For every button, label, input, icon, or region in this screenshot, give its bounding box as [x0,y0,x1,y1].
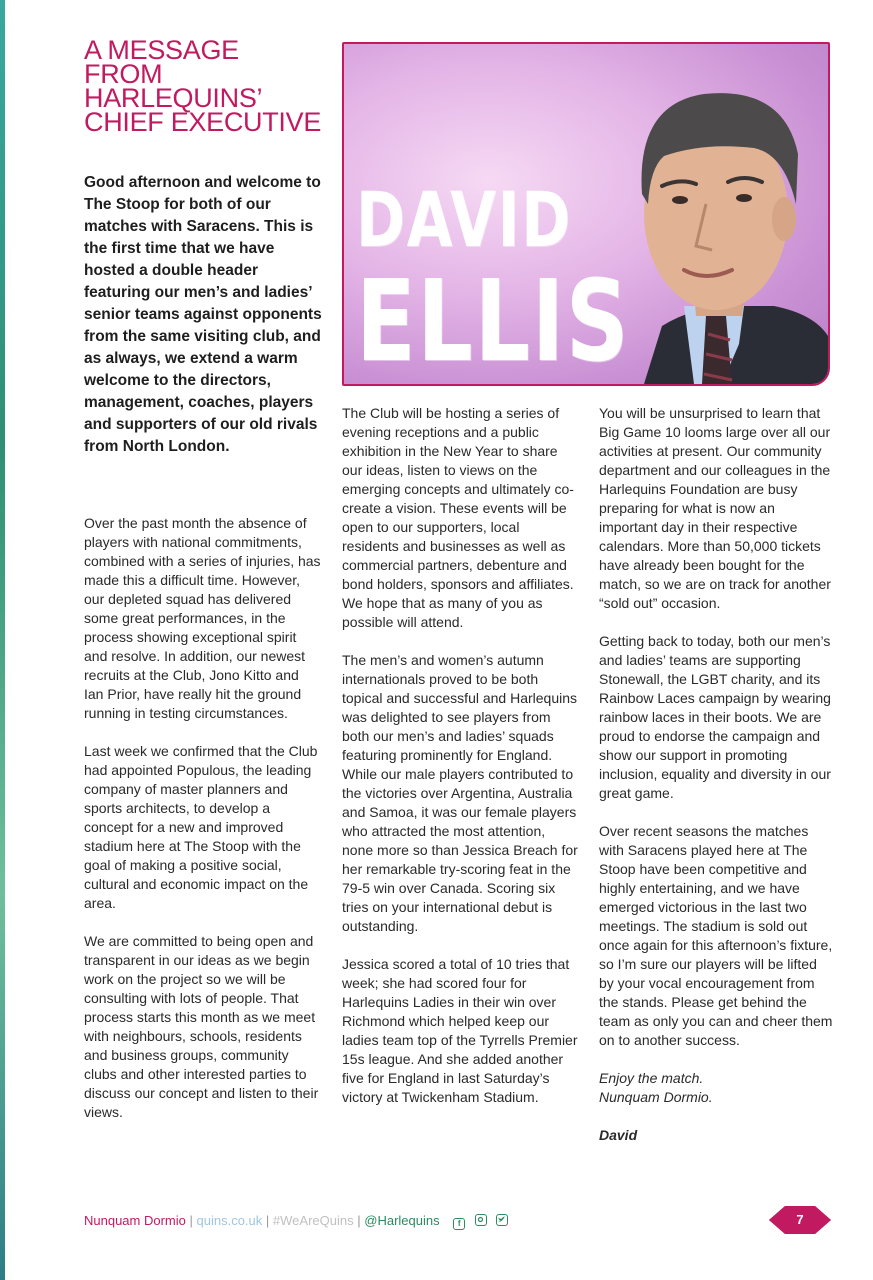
title-line: CHIEF EXECUTIVE [84,107,322,137]
footer-handle[interactable]: @Harlequins [364,1213,440,1228]
column-paragraph: Over recent seasons the matches with Saracens played here at The Stoop have been competitive and highly entertaining, and we have emerged victorious in the last two meetings. The stadium is sold out once again for this afternoon’s fixture, so I’m sure our players will be lifted by your vocal encouragement from the stands. Please get behind the team as only you can and cheer them on to another success. [599,823,833,1048]
title-line: HARLEQUINS’ [84,83,263,113]
footer-separator: | [265,1213,270,1228]
page-number: 7 [796,1212,804,1227]
intro-paragraph: Good afternoon and welcome to The Stoop for both of our matches with Saracens. This is the first time that we have hosted a double header featuring our men’s and ladies’ senior teams against opponents from the same visiting club, and as always, we extend a warm welcome to the directors, management, coaches, players and supporters of our old rivals from North London. [84,174,322,455]
column-paragraph: Last week we confirmed that the Club had appointed Populous, the leading company of master planners and sports architects, to develop a concept for a new and improved stadium here at The Stoop with the goal of making a positive social, cultural and economic impact on the area. [84,743,318,911]
signoff-line: Enjoy the match. [599,1070,704,1086]
portrait-photo [342,42,830,386]
ear-shape [772,197,796,241]
footer-website-link[interactable]: quins.co.uk [196,1213,263,1228]
footer-motto: Nunquam Dormio [84,1213,186,1228]
footer-separator: | [357,1213,361,1228]
right-eye [736,194,752,202]
column-paragraph: Over the past month the absence of players with national commitments, combined with a series of injuries, has made this a difficult time. However, our depleted squad has delivered some great performances, in the process showing exceptional spirit and resolve. In addition, our newest recruits at the Club, Jono Kitto and Ian Prior, have really hit the ground running in testing circumstances. [84,515,321,721]
column-paragraph: The Club will be hosting a series of evening receptions and a public exhibition in the New Year to share our ideas, listen to views on the emerging concepts and ultimately co-create a vision. These events will be open to our supporters, local residents and businesses as well as commercial partners, debenture and bond holders, sponsors and affiliates. We hope that as many of you as possible will attend. [342,405,574,630]
text-column-1 [84,514,322,1141]
page-edge-strip [0,0,5,1280]
text-column-3 [599,404,835,1164]
name-last: ELLIS [356,257,631,386]
twitter-icon[interactable] [496,1214,508,1226]
footer-bar [84,1213,508,1230]
title-line: FROM [84,59,163,89]
name-first: DAVID [356,175,573,264]
instagram-icon[interactable] [475,1214,487,1226]
facebook-icon[interactable]: f [453,1218,465,1230]
title-line: A MESSAGE [84,35,239,65]
footer-separator: | [189,1213,193,1228]
signoff [599,1069,835,1107]
column-paragraph: Getting back to today, both our men’s and ladies’ teams are supporting Stonewall, the LGBT charity, and its Rainbow Laces campaign by wearing rainbow laces in their boots. We are proud to endorse the campaign and show our support in promoting inclusion, equality and diversity in our great game. [599,633,831,801]
page-number-badge [769,1206,831,1234]
signoff-line: Nunquam Dormio. [599,1089,713,1105]
column-paragraph: Jessica scored a total of 10 tries that week; she had scored four for Harlequins Ladies in their win over Richmond which helped keep our ladies team top of the Tyrrells Premier 15s league. And she added another five for England in last Saturday’s victory at Twickenham Stadium. [342,956,578,1105]
left-eye [672,196,688,204]
signature: David [599,1127,638,1143]
page-title [84,35,334,137]
column-paragraph: We are committed to being open and transparent in our ideas as we begin work on the project so we will be consulting with lots of people. That process starts this month as we meet with neighbours, schools, residents and business groups, community clubs and other interested parties to discuss our concept and listen to their views. [84,933,319,1120]
text-column-2 [342,404,578,1126]
column-paragraph: The men’s and women’s autumn internationals proved to be both topical and successful and Harlequins was delighted to see players from both our men’s and ladies’ squads featuring prominently for England. While our male players contributed to the victories over Argentina, Australia and Samoa, it was our female players who attracted the most attention, none more so than Jessica Breach for her remarkable try-scoring feat in the 79-5 win over Canada. Scoring six tries on your international debut is outstanding. [342,652,578,934]
footer-hashtag: #WeAreQuins [272,1213,354,1228]
column-paragraph: You will be unsurprised to learn that Big Game 10 looms large over all our activities at present. Our community department and our colleagues in the Harlequins Foundation are busy preparing for what is now an important day in their respective calendars. More than 50,000 tickets have already been bought for the match, so we are on track for another “sold out” occasion. [599,405,831,611]
